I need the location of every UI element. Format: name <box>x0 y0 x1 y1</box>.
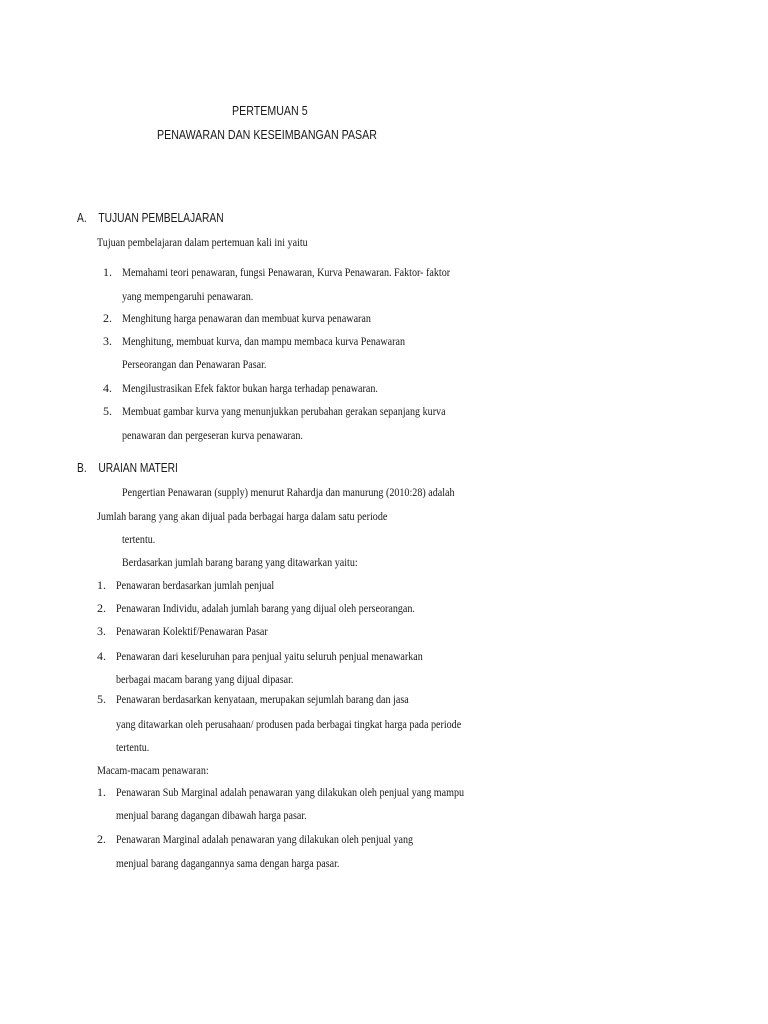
list-item-text: Menghitung, membuat kurva, dan mampu membaca kurva Penawaran <box>122 334 406 348</box>
list-item-number: 1. <box>103 265 112 279</box>
section-b-title: URAIAN MATERI <box>98 461 178 475</box>
list-item-text: Penawaran Marginal adalah penawaran yang dilakukan oleh penjual yang <box>116 832 414 846</box>
paragraph-line: Jumlah barang yang akan dijual pada berbagai harga dalam satu periode <box>97 509 388 523</box>
section-a-title: TUJUAN PEMBELAJARAN <box>98 211 224 225</box>
list-item-number: 2. <box>97 601 106 615</box>
list-item-text: Penawaran Sub Marginal adalah penawaran yang dilakukan oleh penjual yang mampu <box>116 785 465 799</box>
list-item-text: penawaran dan pergeseran kurva penawaran. <box>122 428 303 442</box>
list-item-text: Membuat gambar kurva yang menunjukkan perubahan gerakan sepanjang kurva <box>122 404 446 418</box>
list-item-number: 3. <box>97 624 106 638</box>
list-item-text: Penawaran dari keseluruhan para penjual yaitu seluruh penjual menawarkan <box>116 649 423 663</box>
section-a-heading <box>77 211 224 225</box>
list-item-text: yang mempengaruhi penawaran. <box>122 289 254 303</box>
macam-heading: Macam-macam penawaran: <box>97 763 209 777</box>
list-item-number: 3. <box>103 334 112 348</box>
list-item-text: Penawaran berdasarkan kenyataan, merupakan sejumlah barang dan jasa <box>116 692 409 706</box>
list-item-text: Mengilustrasikan Efek faktor bukan harga terhadap penawaran. <box>122 381 378 395</box>
list-item-number: 4. <box>97 649 106 663</box>
list-item-text: Penawaran Individu, adalah jumlah barang yang dijual oleh perseorangan. <box>116 601 415 615</box>
list-item-text: Menghitung harga penawaran dan membuat kurva penawaran <box>122 311 371 325</box>
list-item-text: yang ditawarkan oleh perusahaan/ produsen pada berbagai tingkat harga pada periode <box>116 717 462 731</box>
document-subtitle: PENAWARAN DAN KESEIMBANGAN PASAR <box>157 127 377 142</box>
list-item-text: Memahami teori penawaran, fungsi Penawaran, Kurva Penawaran. Faktor- faktor <box>122 265 451 279</box>
list-item-number: 1. <box>97 578 106 592</box>
list-item-number: 2. <box>103 311 112 325</box>
list-item-number: 1. <box>97 785 106 799</box>
section-a-letter: A. <box>77 211 87 225</box>
list-item-text: menjual barang dagangannya sama dengan harga pasar. <box>116 856 340 870</box>
list-item-number: 5. <box>97 692 106 706</box>
section-b-heading <box>77 461 178 475</box>
list-item-text: berbagai macam barang yang dijual dipasar. <box>116 672 294 686</box>
paragraph-line: Berdasarkan jumlah barang barang yang ditawarkan yaitu: <box>122 555 358 569</box>
list-item-text: Penawaran Kolektif/Penawaran Pasar <box>116 624 268 638</box>
list-item-text: Penawaran berdasarkan jumlah penjual <box>116 578 275 592</box>
list-item-text: Perseorangan dan Penawaran Pasar. <box>122 357 267 371</box>
list-item-number: 4. <box>103 381 112 395</box>
list-item-text: tertentu. <box>116 740 150 754</box>
list-item-number: 2. <box>97 832 106 846</box>
list-item-number: 5. <box>103 404 112 418</box>
paragraph-line: tertentu. <box>122 532 156 546</box>
section-b-letter: B. <box>77 461 87 475</box>
paragraph-line: Pengertian Penawaran (supply) menurut Rahardja dan manurung (2010:28) adalah <box>122 485 455 499</box>
section-a-intro: Tujuan pembelajaran dalam pertemuan kali ini yaitu <box>97 235 308 249</box>
list-item-text: menjual barang dagangan dibawah harga pasar. <box>116 808 307 822</box>
document-title: PERTEMUAN 5 <box>232 103 308 118</box>
